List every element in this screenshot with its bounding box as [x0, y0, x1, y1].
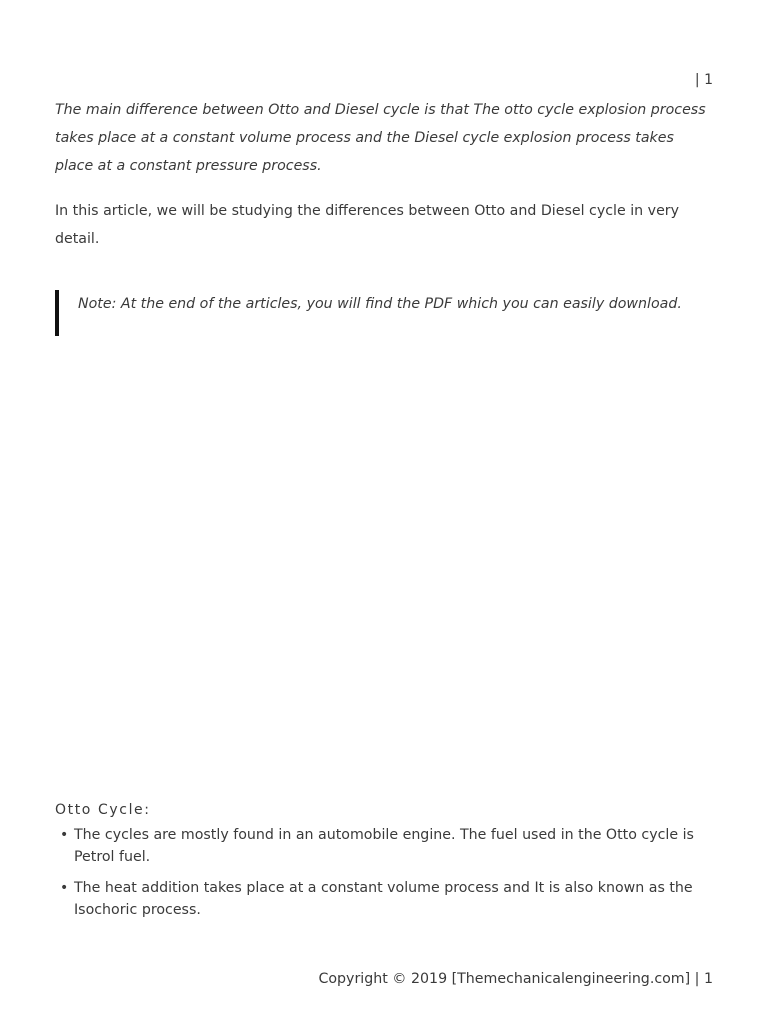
bullet-list — [55, 824, 700, 930]
list-item — [55, 877, 700, 921]
list-item-text: The cycles are mostly found in an automobile engine. The fuel used in the Otto cycle is Petrol fuel. — [74, 827, 694, 865]
bullet-icon: • — [60, 880, 69, 896]
intro-paragraph: The main difference between Otto and Diesel cycle is that The otto cycle explosion process takes place at a constant volume process and the Diesel cycle explosion process takes place at a constant pressure process. — [55, 102, 706, 174]
bullet-icon: • — [60, 827, 69, 843]
article-paragraph: In this article, we will be studying the differences between Otto and Diesel cycle in very detail. — [55, 203, 680, 247]
list-item-text: The heat addition takes place at a constant volume process and It is also known as the Isochoric process. — [74, 880, 693, 918]
list-item — [55, 824, 700, 868]
section-heading: Otto Cycle: — [55, 802, 151, 818]
note-blockquote — [55, 290, 715, 336]
page-number: | 1 — [694, 72, 713, 88]
footer-copyright: Copyright © 2019 [Themechanicalengineering.com] | 1 — [318, 971, 713, 987]
note-text: Note: At the end of the articles, you will find the PDF which you can easily download. — [78, 296, 682, 312]
